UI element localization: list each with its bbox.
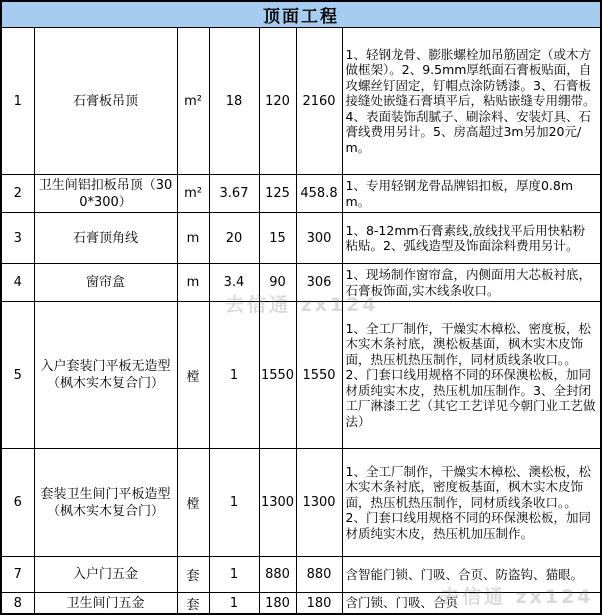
cell-unit-price: 120: [259, 28, 296, 175]
cell-no: 7: [1, 557, 34, 593]
cell-unit: 套: [177, 593, 209, 615]
cell-amount: 880: [296, 557, 342, 593]
cell-quantity: 1: [209, 557, 259, 593]
table-row: [1, 593, 601, 615]
table-row: [1, 28, 601, 175]
table-row: [1, 449, 601, 557]
cell-item-name: 套装卫生间门平板造型（枫木实木复合门）: [34, 449, 177, 557]
cell-amount: 1300: [296, 449, 342, 557]
cell-unit-price: 1550: [259, 302, 296, 449]
cell-amount: 2160: [296, 28, 342, 175]
cell-unit-price: 15: [259, 213, 296, 264]
cell-quantity: 20: [209, 213, 259, 264]
cell-unit: 樘: [177, 449, 209, 557]
table-row: [1, 175, 601, 213]
cell-unit-price: 125: [259, 175, 296, 213]
cell-no: 4: [1, 264, 34, 302]
cell-quantity: 3.4: [209, 264, 259, 302]
cell-unit-price: 90: [259, 264, 296, 302]
table-row: [1, 213, 601, 264]
cell-quantity: 1: [209, 449, 259, 557]
cell-process-note: 含门锁、门吸、合页: [342, 593, 601, 615]
cell-process-note: 1、全工厂制作，干燥实木樟松、密度板，松木实木条衬底，澳松板基面，枫木实木皮饰面，热压机热压制作，同材质线条收口。。2、门套口线用规格不同的环保澳松板，加同材质纯实木皮，热压机加压制作。3、全封闭工厂淋漆工艺（其它工艺详见今朝门业工艺做法）: [342, 302, 601, 449]
cell-item-name: 卫生间铝扣板吊顶（300*300）: [34, 175, 177, 213]
cell-unit: m: [177, 264, 209, 302]
cell-unit: m²: [177, 28, 209, 175]
cell-amount: 300: [296, 213, 342, 264]
cell-amount: 306: [296, 264, 342, 302]
table-row: [1, 302, 601, 449]
cell-no: 1: [1, 28, 34, 175]
cell-item-name: 卫生间门五金: [34, 593, 177, 615]
cell-unit: 樘: [177, 302, 209, 449]
cell-process-note: 1、8-12mm石膏素线,放线找平后用快粘粉粘贴。2、弧线造型及饰面涂料费用另计。: [342, 213, 601, 264]
cell-unit-price: 1300: [259, 449, 296, 557]
cell-unit: 套: [177, 557, 209, 593]
cell-process-note: 含智能门锁、门吸、合页、防盗钩、猫眼。: [342, 557, 601, 593]
cell-no: 6: [1, 449, 34, 557]
table-title: 顶面工程: [1, 1, 601, 28]
cell-item-name: 石膏顶角线: [34, 213, 177, 264]
cell-item-name: 石膏板吊顶: [34, 28, 177, 175]
cell-process-note: 1、专用轻钢龙骨品牌铝扣板，厚度0.8mm。: [342, 175, 601, 213]
cell-amount: 1550: [296, 302, 342, 449]
cell-process-note: 1、轻钢龙骨、膨胀螺栓加吊筋固定（或木方做框架）。2、9.5mm厚纸面石膏板贴面，自攻螺丝钉固定，钉帽点涂防锈漆。3、石膏板接缝处嵌缝石膏填平后，粘贴嵌缝专用绷带。4、表面装饰刮腻子、刷涂料、安装灯具、石膏线费用另计。5、房高超过3m另加20元/m。: [342, 28, 601, 175]
cell-unit: m: [177, 213, 209, 264]
cell-quantity: 1: [209, 302, 259, 449]
watermark: 去信通 zx124: [440, 586, 594, 608]
table-row: [1, 264, 601, 302]
cell-quantity: 3.67: [209, 175, 259, 213]
cell-no: 8: [1, 593, 34, 615]
cell-unit-price: 180: [259, 593, 296, 615]
title-row: [1, 1, 601, 28]
cell-process-note: 1、现场制作窗帘盒，内侧面用大芯板衬底，石膏板饰面,实木线条收口。: [342, 264, 601, 302]
cell-quantity: 1: [209, 593, 259, 615]
cell-process-note: 1、全工厂制作，干燥实木樟松、澳松板，松木实木条衬底，密度板基面，枫木实木皮饰面，热压机热压制作，同材质线条收口。。2、门套口线用规格不同的环保澳松板，加同材质纯实木皮，热压机加压制作。: [342, 449, 601, 557]
cell-no: 3: [1, 213, 34, 264]
cell-item-name: 入户门五金: [34, 557, 177, 593]
table-row: [1, 557, 601, 593]
watermark: 去信通 zx124: [225, 294, 379, 316]
cell-item-name: 窗帘盒: [34, 264, 177, 302]
cell-amount: 180: [296, 593, 342, 615]
cell-unit-price: 880: [259, 557, 296, 593]
cell-no: 5: [1, 302, 34, 449]
cell-no: 2: [1, 175, 34, 213]
cell-unit: m²: [177, 175, 209, 213]
cell-amount: 458.8: [296, 175, 342, 213]
cell-item-name: 入户套装门平板无造型（枫木实木复合门）: [34, 302, 177, 449]
cell-quantity: 18: [209, 28, 259, 175]
